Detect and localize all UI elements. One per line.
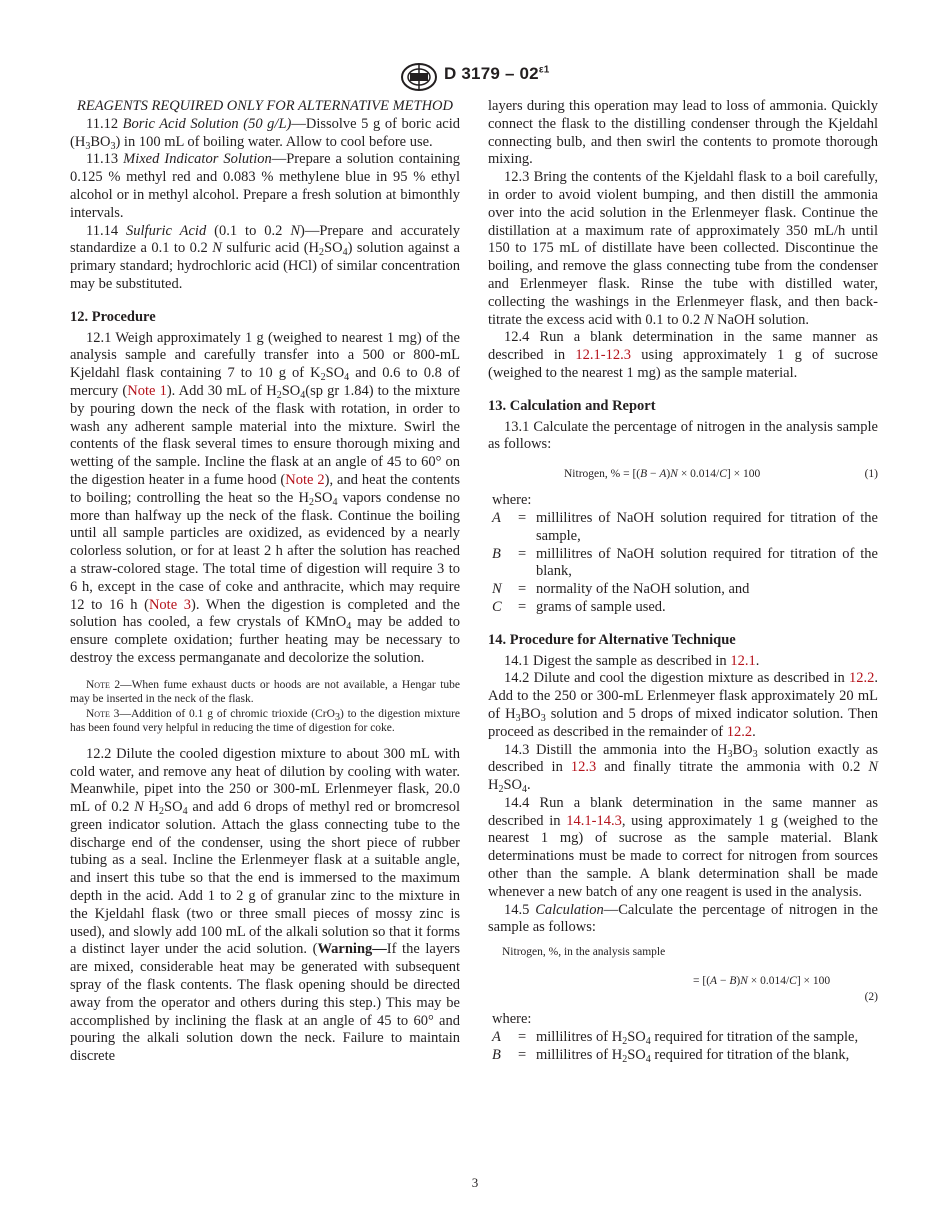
note-3-link[interactable]: Note 3 — [148, 596, 192, 613]
paragraph-11-13: 11.13 Mixed Indicator Solution—Prepare a solution containing 0.125 % methyl red and 0.083 % methylene blue in 95 % ethyl alcohol or in methyl alcohol. Prepare a fresh solution at bimonthly intervals. — [70, 151, 460, 221]
section-13-heading: 13. Calculation and Report — [488, 397, 656, 414]
paragraph-14-5: 14.5 Calculation—Calculate the percentage of nitrogen in the sample as follows: — [488, 901, 878, 936]
paragraph-12-1: 12.1 Weigh approximately 1 g (weighed to nearest 1 mg) of the analysis sample and carefully transfer into a 500 or 800-mL Kjeldahl flask containing 7 to 10 g of $K_2SO_4$ and 0.6 to 0.8 of mercury (Note 1). Add 30 mL of $H_2SO_4(sp$ gr 1.84) to the mixture by pouring down the neck of the flask with rotation, in order to wash any adherent sample material into the mixture. Swirl the contents of the flask several times to ensure thorough mixing and wetting of the sample. Incline the flask at an angle of 45 to 60° on the digestion heater in a fume hood (Note 2), and heat the contents to boiling; controlling the heat so the $H_2SO_4$ vapors condense no more than halfway up the neck of the flask. Continue the boiling until all sample particles are oxidized, as evidenced by a nearly colorless solution, or for at least 2 h after the solution has reached a straw-colored stage. The total time of digestion will require 3 to 6 h, except in the case of coke and anthracite, which may require 12 to 16 h (Note 3). When the digestion is completed and the solution has cooled, a few crystals of KMnO$_4$ may be added to ensure complete oxidation; further heating may be necessary to destroy the excess permanganate and decolorize the solution. — [70, 329, 461, 666]
where-item: A = millilitres of NaOH solution required for titration of the sample, — [492, 509, 878, 544]
where-item: A = millilitres of $H_2SO_4$ required for titration of the sample, — [492, 1029, 859, 1048]
section-14-heading: 14. Procedure for Alternative Technique — [488, 631, 736, 648]
ref-14-1-14-3-link[interactable]: 14.1-14.3 — [566, 812, 622, 829]
equation-2-number: (2) — [864, 991, 878, 1004]
left-column — [70, 98, 460, 1066]
paragraph-13-1: 13.1 Calculate the percentage of nitrogen in the analysis sample as follows: — [488, 418, 878, 453]
right-column — [488, 98, 878, 1065]
paragraph-12-2: 12.2 Dilute the cooled digestion mixture to about 300 mL with cold water, and remove any heat of dilution by cooling with water. Meanwhile, pipet into the 250 or 300-mL Erlenmeyer flask, 20.0 mL of 0.2 N $H_2SO_4$ and add 6 drops of methyl red or bromcresol green indicator solution. Attach the glass connecting tube to the discharge end of the condenser, using the short piece of rubber tubing as a seal. Incline the Erlenmeyer flask at a suitable angle, and insert this tube so that the end is immersed to the maximum depth in the acid. Add 1 to 2 g of granular zinc to the mixture in the Kjeldahl flask (two or three small pieces of mossy zinc is used), and slowly add 100 mL of the alkali solution so that it forms a distinct layer under the acid solution. (Warning—If the layers are mixed, considerable heat may be generated with subsequent spray of the flask contents. The flask opening should be directed away from the operator and others during this step.) This may be accomplished by inclining the flask at an angle of 45 to 60° and pouring the alkali solution down the neck. Failure to maintain discrete — [70, 745, 461, 1065]
section-12-heading: 12. Procedure — [70, 308, 156, 325]
page-header — [0, 62, 950, 92]
equation-1-body: Nitrogen, % = [(B − A)N × 0.014/C] × 100 — [564, 468, 761, 481]
astm-logo-icon — [400, 62, 438, 92]
equation-2-label: Nitrogen, %, in the analysis sample — [502, 946, 666, 959]
paragraph-14-2: 14.2 Dilute and cool the digestion mixture as described in 12.2. Add to the 250 or 300-mL Erlenmeyer flask approximately 20 mL of $H_3BO_3$ solution and 5 drops of mixed indicator solution. Then proceed as described in the remainder of 12.2. — [488, 670, 878, 740]
where-item: B = millilitres of NaOH solution required for titration of the blank, — [492, 545, 878, 580]
page-number: 3 — [471, 1175, 479, 1190]
where-label-2: where: — [492, 1011, 532, 1028]
where-list-1 — [492, 510, 878, 617]
where-list-2 — [492, 1029, 878, 1065]
paragraph-12-3: 12.3 Bring the contents of the Kjeldahl flask to a boil carefully, in order to avoid violent bumping, and then distill the ammonia over into the acid solution in the Erlenmeyer flask. Continue the distillation at a maximum rate of approximately 350 mL/h until 150 to 175 mL of distillate have been collected. Discontinue the boiling, and remove the glass connecting tube from the condenser and Erlenmeyer flask. Rinse the tube with distilled water, collecting the washings in the Erlenmeyer flask, and then back-titrate the excess acid with 0.1 to 0.2 N NaOH solution. — [488, 169, 878, 328]
ref-12-3-link[interactable]: 12.3 — [570, 759, 597, 776]
equation-2-body: = [(A − B)N × 0.014/C] × 100 — [693, 975, 831, 988]
where-item: C = grams of sample used. — [492, 598, 666, 615]
equation-1 — [488, 464, 878, 484]
paragraph-12-4: 12.4 Run a blank determination in the same manner as described in 12.1-12.3 using approximately 1 g of sucrose (weighed to the nearest 1 mg) as the sample material. — [488, 329, 878, 381]
equation-2 — [488, 973, 878, 1007]
paragraph-14-3: 14.3 Distill the ammonia into the $H_3BO_3$ solution exactly as described in 12.3 and finally titrate the ammonia with 0.2 N $H_2SO_4$. — [488, 741, 879, 796]
paragraph-12-2-continued: layers during this operation may lead to loss of ammonia. Quickly connect the flask to the distilling condenser through the Kjeldahl connecting bulb, and then swirl the contents to promote thorough mixing. — [488, 98, 878, 168]
paragraph-11-12: 11.12 Boric Acid Solution (50 g/L)—Dissolve 5 g of boric acid $(H_3BO_3)$ in 100 mL of boiling water. Allow to cool before use. — [70, 115, 460, 152]
note-2-link[interactable]: Note 2 — [285, 471, 325, 488]
ref-12-1-12-3-link[interactable]: 12.1-12.3 — [575, 347, 632, 364]
ref-12-2-link[interactable]: 12.2 — [849, 670, 875, 687]
paragraph-11-14: 11.14 Sulfuric Acid (0.1 to 0.2 N)—Prepare and accurately standardize a 0.1 to 0.2 N sulfuric acid $(H_2SO_4)$ solution against a primary standard; hydrochloric acid (HCl) of similar concentration may be substituted. — [70, 222, 460, 292]
note-1-link[interactable]: Note 1 — [127, 382, 167, 399]
document-designation: D $3179 - 02^{\varepsilon 1}$ — [444, 64, 550, 83]
where-label-1: where: — [492, 492, 532, 509]
equation-1-number: (1) — [864, 468, 878, 481]
where-item: N = normality of the NaOH solution, and — [492, 581, 750, 598]
paragraph-14-4: 14.4 Run a blank determination in the same manner as described in 14.1-14.3, using approximately 1 g (weighed to the nearest 1 mg) of sucrose as the sample material. Blank determinations must be made to correct for nitrogen from sources other than the sample. A blank determination shall be made whenever a new batch of any one reagent is used in the analysis. — [488, 794, 878, 900]
reagents-heading: REAGENTS REQUIRED ONLY FOR ALTERNATIVE METHOD — [76, 98, 453, 114]
where-item: B = millilitres of $H_2SO_4$ required for titration of the blank, — [492, 1046, 850, 1065]
ref-12-1-link[interactable]: 12.1 — [730, 652, 756, 669]
paragraph-14-1: 14.1 Digest the sample as described in 12.1. — [504, 652, 760, 669]
warning-label: Warning— — [317, 941, 387, 958]
ref-12-2-link[interactable]: 12.2 — [726, 723, 753, 740]
note-2: Note 2—When fume exhaust ducts or hoods are not available, a Hengar tube may be inserted in the neck of the flask. — [70, 678, 461, 706]
note-3: Note 3—Addition of 0.1 g of chromic trioxide (CrO$_3$) to the digestion mixture has been found very helpful in reducing the time of digestion for coke. — [70, 707, 460, 735]
